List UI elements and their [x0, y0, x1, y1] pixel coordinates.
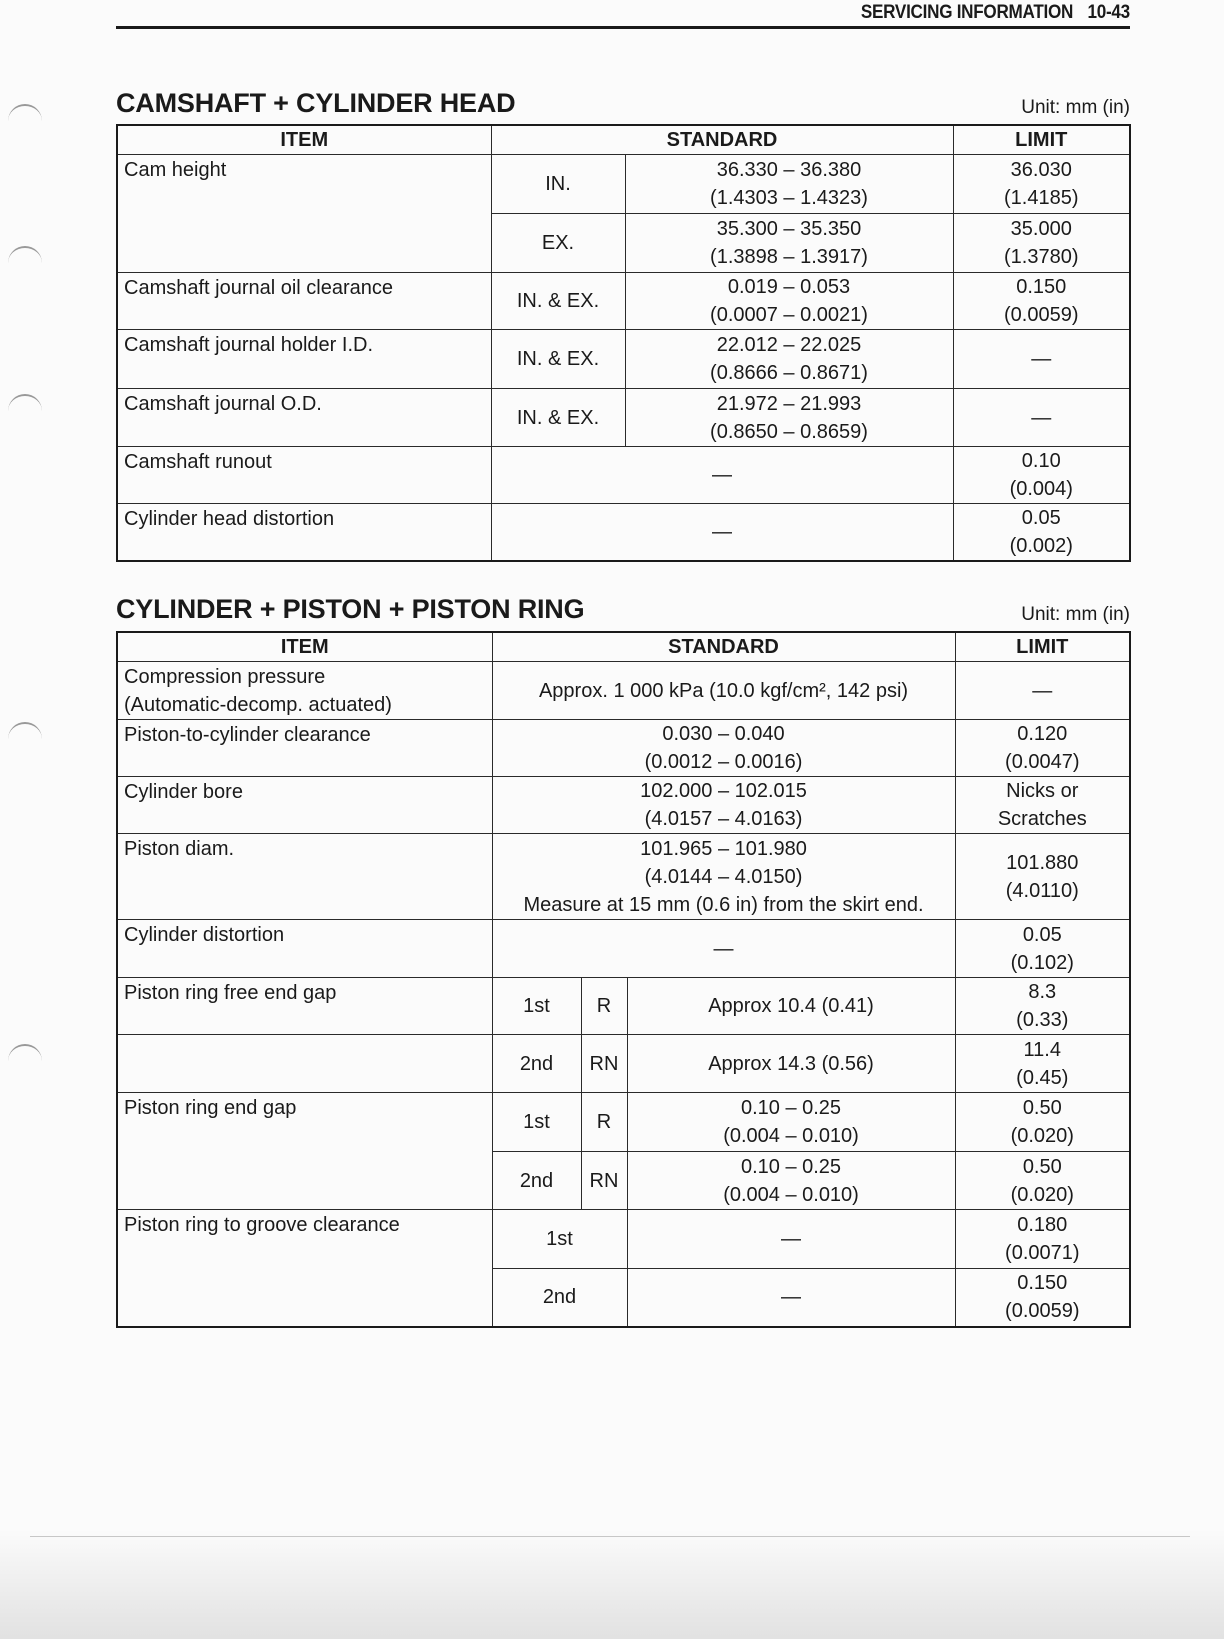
std-line: (1.3898 – 1.3917) — [710, 246, 868, 268]
item-cell — [117, 1035, 492, 1093]
item-cell: Camshaft journal holder I.D. — [117, 330, 491, 389]
std-line: (0.004 – 0.010) — [723, 1183, 859, 1206]
lim-line: (0.0059) — [1004, 304, 1079, 326]
lim-line: 0.150 — [1017, 1272, 1068, 1295]
scan-shadow — [0, 1529, 1224, 1639]
std-line: (0.0007 – 0.0021) — [710, 304, 868, 326]
margin-mark — [8, 722, 42, 740]
lim-line: (1.4185) — [1004, 187, 1079, 209]
ring-cell: 1st — [492, 1210, 627, 1269]
lim-line: (0.33) — [1016, 1009, 1069, 1031]
item-line: Compression pressure — [124, 666, 326, 688]
lim-line: (0.102) — [1010, 951, 1074, 974]
lim-line: Scratches — [997, 808, 1087, 830]
col-header-standard: STANDARD — [491, 125, 953, 155]
standard-cell — [625, 389, 953, 447]
standard-cell — [492, 720, 955, 777]
table-row — [117, 330, 1130, 389]
lim-line: (1.3780) — [1004, 246, 1079, 268]
item-line: (Automatic-decomp. actuated) — [124, 694, 392, 716]
standard-cell: Approx 14.3 (0.56) — [627, 1035, 955, 1093]
standard-cell: Approx 10.4 (0.41) — [627, 978, 955, 1035]
limit-cell — [955, 978, 1130, 1035]
standard-cell: — — [491, 447, 953, 504]
lim-line: 35.000 — [1010, 218, 1072, 240]
std-line: 102.000 – 102.015 — [640, 780, 807, 802]
table-row — [117, 273, 1130, 330]
table-row — [117, 447, 1130, 504]
std-line: (0.0012 – 0.0016) — [644, 751, 803, 773]
mark-cell: R — [581, 978, 627, 1035]
std-line: (4.0157 – 4.0163) — [644, 808, 803, 830]
lim-line: (0.020) — [1010, 1125, 1074, 1147]
std-line: 101.965 – 101.980 — [640, 837, 807, 860]
lim-line: (4.0110) — [1005, 879, 1079, 902]
standard-cell — [492, 777, 955, 834]
table-row — [117, 1035, 1130, 1093]
lim-line: (0.0047) — [1005, 751, 1080, 773]
ring-cell: 2nd — [492, 1269, 627, 1327]
ring-cell: 2nd — [492, 1152, 581, 1210]
lim-line: 0.05 — [1021, 507, 1061, 529]
item-cell: Piston ring end gap — [117, 1093, 492, 1210]
limit-cell — [955, 1035, 1130, 1093]
table-header-row — [117, 125, 1130, 155]
col-header-limit: LIMIT — [955, 632, 1130, 662]
limit-cell — [953, 214, 1130, 273]
lim-line: (0.004) — [1009, 478, 1073, 500]
table-row — [117, 777, 1130, 834]
lim-line: 0.05 — [1022, 923, 1062, 946]
table-row — [117, 504, 1130, 562]
limit-cell — [953, 447, 1130, 504]
piston-table — [116, 631, 1131, 1328]
standard-cell: — — [491, 504, 953, 562]
limit-cell — [955, 1093, 1130, 1152]
standard-cell — [492, 834, 955, 920]
lim-line: 0.50 — [1022, 1155, 1062, 1178]
lim-line: 0.10 — [1021, 450, 1061, 472]
item-cell: Piston diam. — [117, 834, 492, 920]
standard-cell — [627, 1152, 955, 1210]
lim-line: 0.150 — [1016, 276, 1067, 298]
header-section: SERVICING INFORMATION — [860, 2, 1074, 23]
table-row — [117, 389, 1130, 447]
ring-cell: 1st — [492, 1093, 581, 1152]
lim-line: (0.0059) — [1005, 1300, 1080, 1323]
table-row — [117, 155, 1130, 214]
sub-label: IN. & EX. — [491, 389, 625, 447]
section-title-piston: CYLINDER + PISTON + PISTON RING — [116, 594, 585, 624]
standard-cell — [625, 273, 953, 330]
std-line: (4.0144 – 4.0150) — [644, 865, 803, 888]
lim-line: 0.180 — [1017, 1214, 1068, 1236]
std-note: Measure at 15 mm (0.6 in) from the skirt end. — [523, 893, 924, 916]
limit-cell — [955, 720, 1130, 777]
item-cell: Cam height — [117, 155, 491, 273]
limit-cell — [955, 1152, 1130, 1210]
ring-cell: 1st — [492, 978, 581, 1035]
standard-cell: Approx. 1 000 kPa (10.0 kgf/cm², 142 psi) — [492, 662, 955, 720]
std-line: 21.972 – 21.993 — [716, 392, 862, 415]
camshaft-table — [116, 124, 1131, 562]
ring-cell: 2nd — [492, 1035, 581, 1093]
lim-line: (0.020) — [1010, 1183, 1074, 1206]
std-line: 0.10 – 0.25 — [740, 1097, 842, 1119]
lim-line: 8.3 — [1028, 981, 1057, 1003]
item-cell — [117, 662, 492, 720]
page-number: 10-43 — [1087, 2, 1130, 23]
page-header — [116, 0, 1130, 30]
table-row — [117, 720, 1130, 777]
table-row — [117, 920, 1130, 978]
limit-cell — [955, 1210, 1130, 1269]
sub-label: IN. & EX. — [491, 330, 625, 389]
std-line: (0.004 – 0.010) — [723, 1125, 859, 1147]
lim-line: (0.0071) — [1005, 1242, 1080, 1264]
item-cell: Cylinder head distortion — [117, 504, 491, 562]
standard-cell: — — [492, 920, 955, 978]
std-line: 36.330 – 36.380 — [716, 159, 862, 181]
margin-mark — [8, 246, 42, 264]
standard-cell — [625, 155, 953, 214]
col-header-standard: STANDARD — [492, 632, 955, 662]
std-line: 0.030 – 0.040 — [662, 723, 785, 745]
section-title-camshaft: CAMSHAFT + CYLINDER HEAD — [116, 88, 516, 118]
item-cell: Camshaft journal O.D. — [117, 389, 491, 447]
limit-cell: — — [953, 389, 1130, 447]
limit-cell — [955, 1269, 1130, 1327]
lim-line: (0.45) — [1016, 1066, 1069, 1089]
std-line: (1.4303 – 1.4323) — [710, 187, 868, 209]
item-cell: Piston ring free end gap — [117, 978, 492, 1035]
lim-line: 101.880 — [1006, 851, 1079, 874]
table-header-row — [117, 632, 1130, 662]
table-row — [117, 1093, 1130, 1152]
std-line: 0.019 – 0.053 — [727, 276, 851, 298]
lim-line: Nicks or — [1006, 780, 1079, 802]
lim-line: (0.002) — [1009, 535, 1073, 557]
col-header-item: ITEM — [117, 632, 492, 662]
limit-cell — [955, 834, 1130, 920]
item-cell: Cylinder bore — [117, 777, 492, 834]
limit-cell — [953, 273, 1130, 330]
limit-cell — [953, 504, 1130, 562]
limit-cell: — — [955, 662, 1130, 720]
sub-label: IN. & EX. — [491, 273, 625, 330]
item-cell: Piston-to-cylinder clearance — [117, 720, 492, 777]
table-row — [117, 834, 1130, 920]
unit-label-camshaft: Unit: mm (in) — [1021, 97, 1130, 118]
margin-mark — [8, 1044, 42, 1062]
standard-cell — [625, 214, 953, 273]
sub-label: EX. — [491, 214, 625, 273]
item-cell: Camshaft runout — [117, 447, 491, 504]
col-header-limit: LIMIT — [953, 125, 1130, 155]
table-row — [117, 978, 1130, 1035]
mark-cell: RN — [581, 1035, 627, 1093]
item-cell: Camshaft journal oil clearance — [117, 273, 491, 330]
lim-line: 0.120 — [1017, 723, 1068, 745]
header-text — [861, 2, 1130, 24]
std-line: (0.8666 – 0.8671) — [710, 362, 868, 384]
col-header-item: ITEM — [117, 125, 491, 155]
lim-line: 0.50 — [1022, 1097, 1062, 1119]
std-line: 22.012 – 22.025 — [716, 334, 862, 356]
limit-cell — [955, 777, 1130, 834]
item-cell: Piston ring to groove clearance — [117, 1210, 492, 1327]
limit-cell — [953, 155, 1130, 214]
lim-line: 36.030 — [1010, 159, 1072, 181]
limit-cell: — — [953, 330, 1130, 389]
mark-cell: RN — [581, 1152, 627, 1210]
margin-mark — [8, 104, 42, 122]
header-rule — [116, 26, 1130, 29]
table-row — [117, 1210, 1130, 1269]
item-cell: Cylinder distortion — [117, 920, 492, 978]
limit-cell — [955, 920, 1130, 978]
unit-label-piston: Unit: mm (in) — [1021, 604, 1130, 625]
margin-mark — [8, 394, 42, 412]
std-line: (0.8650 – 0.8659) — [710, 420, 868, 443]
table-row — [117, 662, 1130, 720]
standard-cell: — — [627, 1210, 955, 1269]
std-line: 35.300 – 35.350 — [716, 218, 862, 240]
std-line: 0.10 – 0.25 — [740, 1155, 842, 1178]
sub-label: IN. — [491, 155, 625, 214]
standard-cell: — — [627, 1269, 955, 1327]
lim-line: 11.4 — [1023, 1038, 1061, 1061]
standard-cell — [625, 330, 953, 389]
standard-cell — [627, 1093, 955, 1152]
mark-cell: R — [581, 1093, 627, 1152]
